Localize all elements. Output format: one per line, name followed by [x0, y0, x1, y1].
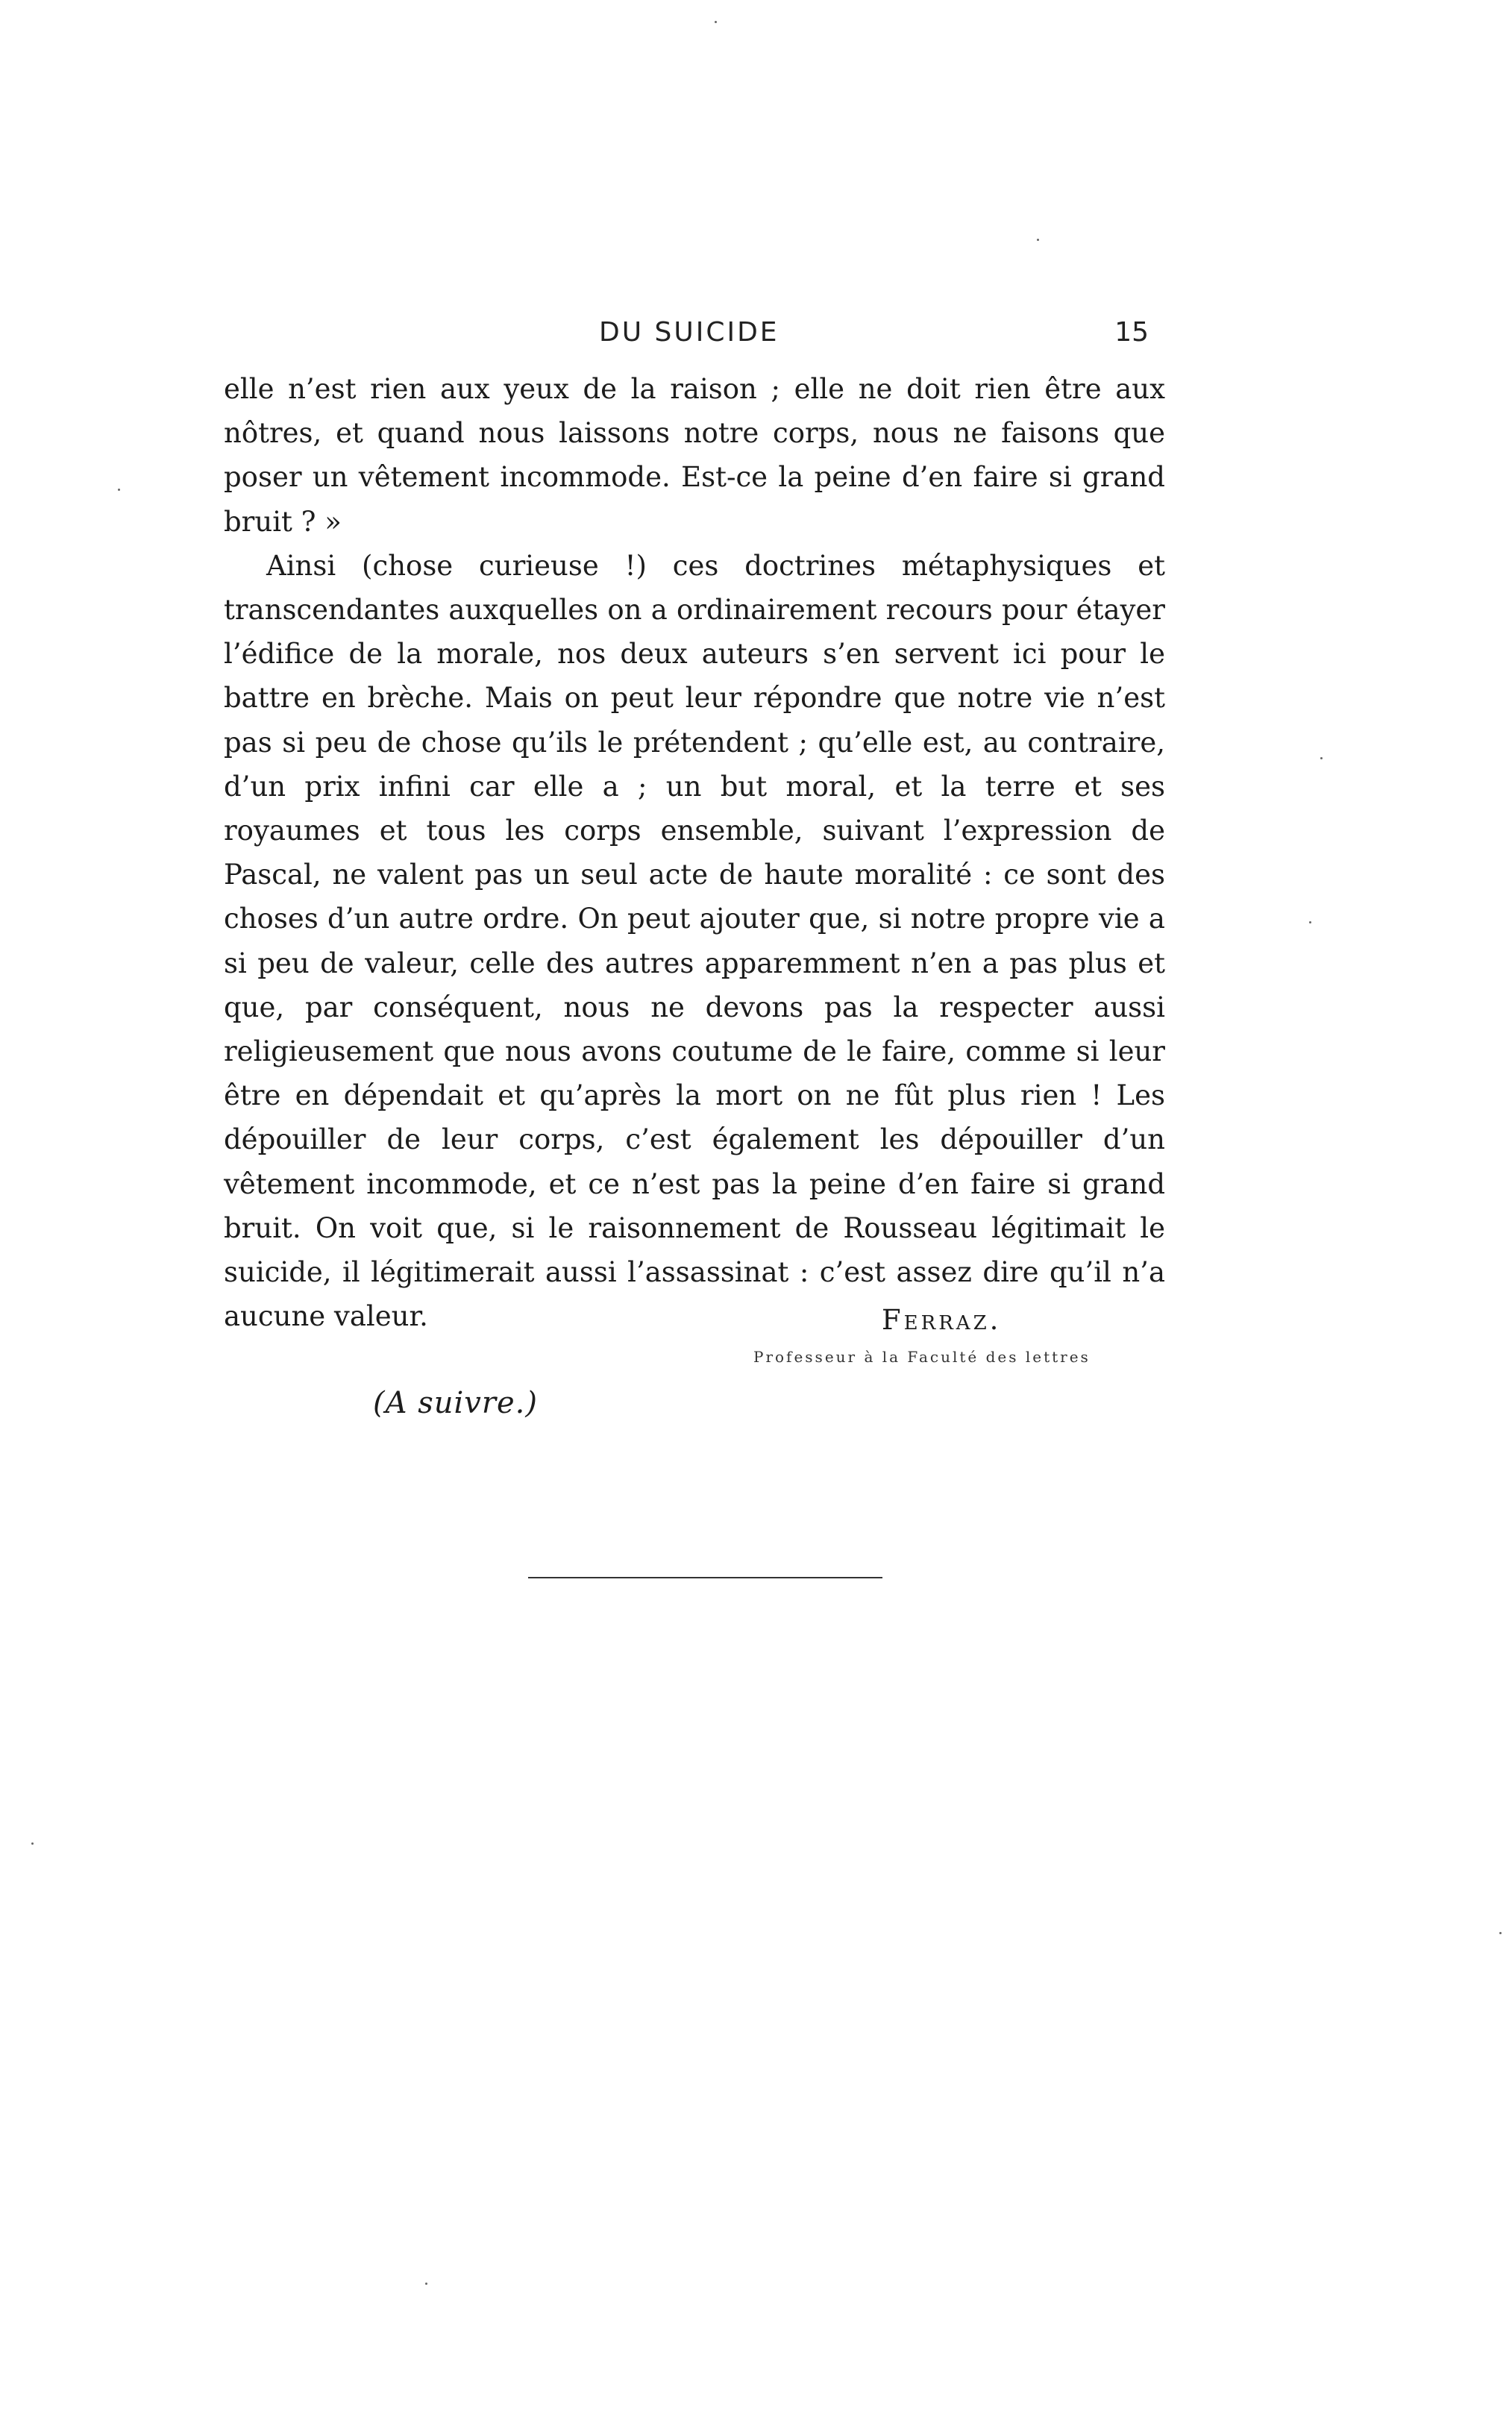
paragraph-main: Ainsi (chose curieuse !) ces doctrines métaphysiques et transcendantes auxquelles on a ordinairement recours pour étayer l’édifice de la morale, nos deux auteurs s’en servent ici pour le battre en brèche. Mais on peut leur répondre que notre vie n’est pas si peu de chose qu’ils le prétendent ; qu’elle est, au contraire, d’un prix infini car elle a ; un but moral, et la terre et ses royaumes et tous les corps ensemble, suivant l’expression de Pascal, ne valent pas un seul acte de haute moralité : ce sont des choses d’un autre ordre. On peut ajouter que, si notre propre vie a si peu de valeur, celle des autres apparemment n’en a pas plus et que, par conséquent, nous ne devons pas la respecter aussi religieusement que nous avons coutume de le faire, comme si leur être en dépendait et qu’après la mort on ne fût plus rien ! Les dépouiller de leur corps, c’est également les dépouiller d’un vêtement incommode, et ce n’est pas la peine d’en faire si grand bruit. On voit que, si le raisonnement de Rousseau légitimait le suicide, il légitimerait aussi l’assassinat : c’est assez dire qu’il n’a aucune valeur.: [224, 549, 1165, 1333]
body-text: [224, 367, 1165, 1338]
author-signature: Ferraz.: [882, 1304, 1002, 1336]
page-number: 15: [1114, 317, 1149, 348]
scan-speck: [425, 2283, 427, 2285]
scan-speck: [1499, 1932, 1502, 1934]
scan-speck: [1037, 239, 1039, 241]
scan-speck: [118, 489, 120, 491]
scan-speck: [31, 1842, 34, 1845]
paragraph-continuation: elle n’est rien aux yeux de la raison ; elle ne doit rien être aux nôtres, et quand nous laissons notre corps, nous ne faisons que poser un vêtement incommode. Est-ce la peine d’en faire si grand bruit ? »: [224, 373, 1165, 538]
scan-speck: [1320, 757, 1323, 759]
running-title: DU SUICIDE: [599, 317, 779, 348]
to-be-continued: (A suivre.): [373, 1386, 538, 1420]
scan-speck: [1309, 921, 1311, 923]
end-rule: [528, 1577, 882, 1578]
author-affiliation: Professeur à la Faculté des lettres: [753, 1348, 1091, 1366]
running-head: [224, 317, 1149, 362]
scan-speck: [715, 21, 717, 23]
